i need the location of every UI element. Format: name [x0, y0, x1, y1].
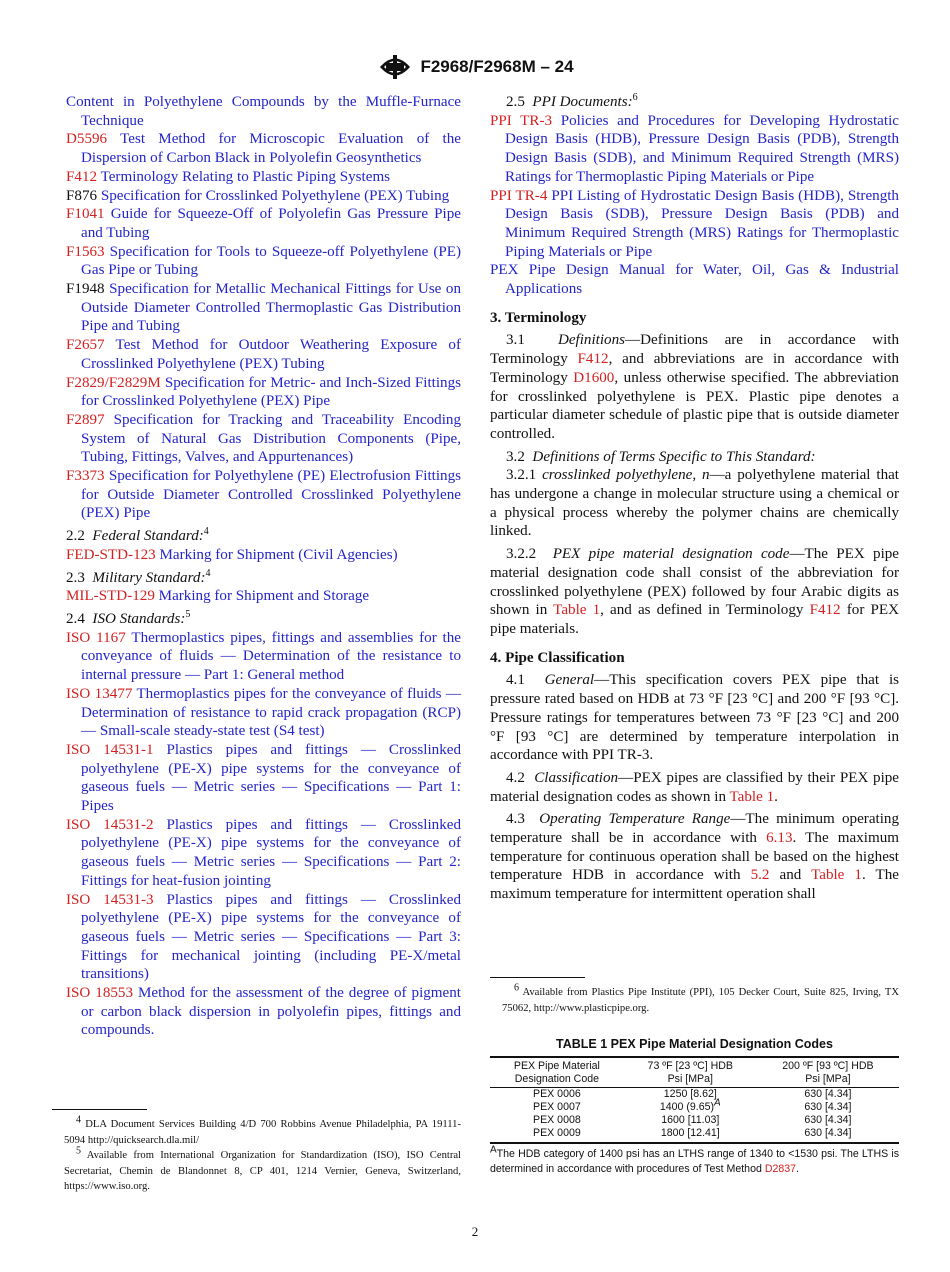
link-d2837[interactable]: D2837 [764, 1163, 797, 1176]
federal-standard-list [66, 546, 461, 565]
reference-code[interactable]: F1041 [66, 206, 105, 223]
reference-code[interactable]: F2829/F2829M [66, 374, 161, 391]
reference-code[interactable]: PPI TR-4 [490, 187, 548, 204]
table-cell: PEX 0006 [533, 1088, 581, 1100]
document-designation: F2968/F2968M – 24 [420, 57, 574, 76]
link-6-13[interactable]: 6.13 [766, 830, 793, 847]
table-cell: PEX 0007 [533, 1101, 581, 1113]
section-4-heading: 4. Pipe Classification [490, 649, 625, 666]
footnotes-right [490, 982, 899, 1016]
reference-code[interactable]: PPI TR-3 [490, 112, 553, 129]
table-row [490, 1088, 899, 1102]
reference-item [66, 741, 461, 816]
footnote-5: $^5$ Available from International Organization for Standardization (ISO), ISO Central Secretariat, Chemin de Blandonnet 8, CP 401, 1214 Vernier, Geneva, Switzerland, https://www.iso.org. [64, 1145, 461, 1193]
reference-title[interactable]: Specification for Tracking and Traceability Encoding System of Natural Gas Distribution Components (Pipe, Tubing, Fittings, Valves, and Appurtenances) [81, 411, 461, 466]
reference-title[interactable]: Thermoplastics pipes for the conveyance of fluids — Determination of resistance to rapid crack propagation (RCP) — Small-scale steady-state test (S4 test) [81, 685, 461, 740]
footnotes-left [52, 1114, 461, 1195]
reference-code[interactable]: F412 [66, 168, 98, 185]
reference-title[interactable]: Plastics pipes and fittings — Crosslinked polyethylene (PE-X) pipe systems for the conveyance of gaseous fuels — Metric series — Specifications — Part 1: Pipes [81, 741, 461, 815]
reference-item [66, 168, 461, 187]
table-cell: 630 [4.34] [757, 1127, 899, 1143]
reference-item [66, 243, 461, 280]
table-row [490, 1127, 899, 1143]
ppi-documents-heading: 2.5 PPI Documents:$^6$ [506, 91, 638, 110]
table-1 [490, 1037, 899, 1178]
reference-code: F1948 [66, 281, 105, 298]
table-cell: 630 [4.34] [804, 1101, 852, 1113]
footnote-4: $^4$ DLA Document Services Building 4/D 700 Robbins Avenue Philadelphia, PA 19111-5094 http://quicksearch.dla.mil/ [64, 1114, 461, 1146]
reference-item [66, 546, 461, 565]
reference-item [66, 467, 461, 523]
designation-codes-table [490, 1056, 899, 1144]
reference-code[interactable]: F3373 [66, 468, 105, 485]
reference-code[interactable]: ISO 14531-3 [66, 891, 154, 908]
reference-item [66, 93, 461, 130]
reference-item [66, 685, 461, 741]
column-header: 73 ºF [23 ºC] HDB Psi [MPa] [624, 1057, 757, 1088]
reference-title[interactable]: Policies and Procedures for Developing Hydrostatic Design Basis (HDB), Pressure Design Basis (PDB), Strength Design Basis (SDB), and Minimum Required Strength (MRS) Ratings for Thermoplastic Piping Materials or Pipe [505, 112, 899, 185]
reference-item [66, 629, 461, 685]
federal-standard-heading: 2.2 Federal Standard:$^4$ [66, 526, 209, 545]
table-footnote: $^A$The HDB category of 1400 psi has an LTHS range of 1340 to <1530 psi. The LTHS is determined in accordance with procedures of Test Method D2837. [490, 1144, 899, 1176]
table-cell: 630 [4.34] [804, 1088, 852, 1100]
reference-item [66, 205, 461, 242]
footnote-rule [52, 1109, 147, 1110]
table-cell-value: 1250 [8.62] [663, 1088, 717, 1100]
referenced-documents-list [66, 93, 461, 523]
reference-item [66, 587, 461, 606]
reference-item [66, 984, 461, 1040]
link-table-1[interactable]: Table 1 [729, 788, 775, 805]
table-cell [624, 1097, 757, 1114]
para-3-2-1: 3.2.1 crosslinked polyethylene, n—a polyethylene material that has undergone a change in molecular structure using a chemical or a physical process whereby the polymer chains are chemically linked. [490, 467, 900, 540]
table-caption: TABLE 1 PEX Pipe Material Designation Codes [556, 1037, 833, 1051]
table-cell-note-mark: A [714, 1097, 721, 1109]
reference-item [490, 112, 899, 187]
reference-item [66, 336, 461, 373]
reference-code[interactable]: ISO 13477 [66, 685, 133, 702]
reference-title[interactable]: Plastics pipes and fittings — Crosslinked polyethylene (PE-X) pipe systems for the conveyance of gaseous fuels — Metric series — Specifications — Part 3: Fittings for mechanical jointing (including PE-X/metal transitions) [81, 891, 461, 983]
reference-title[interactable]: Marking for Shipment and Storage [158, 588, 370, 605]
reference-code[interactable]: ISO 1167 [66, 629, 126, 646]
reference-item [66, 130, 461, 167]
reference-code[interactable]: ISO 14531-1 [66, 741, 154, 758]
reference-title[interactable]: Method for the assessment of the degree of pigment or carbon black dispersion in polyolefin pipes, fittings and compounds. [81, 985, 461, 1039]
reference-item [66, 411, 461, 467]
reference-title[interactable]: Guide for Squeeze-Off of Polyolefin Gas Pressure Pipe and Tubing [81, 206, 461, 241]
right-column [490, 93, 899, 904]
reference-title[interactable]: Thermoplastics pipes, fittings and assemblies for the conveyance of fluids — Determination of the resistance to internal pressure — Part 1: General method [81, 629, 461, 684]
left-column [66, 93, 461, 1040]
para-3-2-2: 3.2.2 PEX pipe material designation code—The PEX pipe material designation code shall consist of the abbreviation for crosslinked polyethylene (PEX) followed by four Arabic digits as shown in Table 1, and as defined in Terminology F412 for PEX pipe materials. [490, 546, 900, 637]
table-cell: PEX 0008 [533, 1114, 581, 1126]
para-3-2: 3.2 Definitions of Terms Specific to This Standard: [506, 448, 816, 465]
reference-code[interactable]: ISO 14531-2 [66, 816, 154, 833]
reference-item [66, 280, 461, 336]
iso-standards-list [66, 629, 461, 1040]
table-cell-value: 1400 (9.65) [659, 1101, 715, 1113]
reference-code[interactable]: FED-STD-123 [66, 546, 156, 563]
reference-title[interactable]: Specification for Polyethylene (PE) Electrofusion Fittings for Outside Diameter Controlled Crosslinked Polyethylene (PEX) Pipe [81, 468, 461, 522]
table-cell-value: 1600 [11.03] [661, 1114, 720, 1126]
column-header: PEX Pipe Material Designation Code [490, 1057, 624, 1088]
link-d1600[interactable]: D1600 [573, 369, 615, 386]
link-table-1[interactable]: Table 1 [553, 602, 601, 619]
military-standard-heading: 2.3 Military Standard:$^4$ [66, 567, 211, 586]
page-number: 2 [471, 1224, 479, 1239]
reference-item [490, 187, 899, 262]
iso-standards-heading: 2.4 ISO Standards:$^5$ [66, 608, 191, 627]
reference-title[interactable]: PEX Pipe Design Manual for Water, Oil, Gas & Industrial Applications [490, 262, 899, 298]
reference-title[interactable]: Test Method for Microscopic Evaluation of the Dispersion of Carbon Black in Polyolefin Geosynthetics [81, 131, 461, 167]
table-row [490, 1101, 899, 1114]
para-3-1: 3.1 Definitions—Definitions are in accordance with Terminology F412, and abbreviations are in accordance with Terminology D1600, unless otherwise specified. The abbreviation for crosslinked polyethylene is PEX. Plastic pipe denotes a particular diameter schedule of plastic pipe that is outside diameter controlled. [490, 332, 900, 442]
para-4-3: 4.3 Operating Temperature Range—The minimum operating temperature shall be in accordance with 6.13. The maximum temperature for continuous operation shall be based on the highest temperature HDB in accordance with 5.2 and Table 1. The maximum temperature for intermittent operation shall [490, 811, 899, 903]
reference-title[interactable]: Specification for Metric- and Inch-Sized Fittings for Crosslinked Polyethylene (PEX) Pipe [81, 374, 461, 410]
link-f412[interactable]: F412 [577, 351, 609, 368]
reference-title[interactable]: Terminology Relating to Plastic Piping Systems [100, 168, 391, 185]
section-3-heading: 3. Terminology [490, 309, 587, 326]
table-cell: 630 [4.34] [804, 1114, 852, 1126]
military-standard-list [66, 587, 461, 606]
page-header [0, 52, 950, 82]
para-4-1: 4.1 General—This specification covers PEX pipe that is pressure rated based on HDB at 73 °F [23 °C] and 200 °F [93 °C]. Pressure ratings for temperatures between 73 °F [23 °C] and 200 °F [93 °C] are determined by temperature interpolation in accordance with PPI TR-3. [490, 672, 900, 764]
link-5-2[interactable]: 5.2 [750, 867, 770, 884]
para-4-2: 4.2 Classification—PEX pipes are classified by their PEX pipe material designation codes as shown in Table 1. [490, 769, 900, 805]
reference-item [66, 816, 461, 891]
reference-item [66, 374, 461, 411]
reference-code[interactable]: D5596 [66, 131, 108, 148]
table-cell: PEX 0009 [490, 1127, 624, 1143]
reference-title[interactable]: Specification for Tools to Squeeze-off Polyethylene (PE) Gas Pipe or Tubing [81, 243, 462, 279]
link-table-1[interactable]: Table 1 [811, 867, 862, 884]
footnote-rule [490, 977, 585, 978]
reference-item [66, 891, 461, 985]
reference-title[interactable]: Content in Polyethylene Compounds by the Muffle-Furnace Technique [66, 94, 461, 129]
reference-title[interactable]: Specification for Crosslinked Polyethylene (PEX) Tubing [100, 187, 450, 204]
astm-logo-icon [376, 52, 414, 82]
table-cell [624, 1088, 757, 1102]
reference-code[interactable]: ISO 18553 [66, 985, 134, 1002]
reference-title[interactable]: PPI Listing of Hydrostatic Design Basis (HDB), Strength Design Basis (SDB), Pressure Design Basis (PDB) and Minimum Required Strength (MRS) Ratings for Thermoplastic Piping Materials or Pipe [505, 187, 899, 260]
table-cell [624, 1114, 757, 1127]
reference-title[interactable]: Marking for Shipment (Civil Agencies) [159, 546, 398, 563]
reference-code[interactable]: F1563 [66, 243, 105, 260]
reference-code[interactable]: F2657 [66, 337, 105, 354]
table-cell [624, 1127, 757, 1143]
footnote-6: $^6$ Available from Plastics Pipe Institute (PPI), 105 Decker Court, Suite 825, Irving, TX 75062, http://www.plasticpipe.org. [502, 982, 899, 1014]
column-header: 200 ºF [93 ºC] HDB Psi [MPa] [757, 1057, 899, 1088]
reference-code: F876 [66, 187, 98, 204]
reference-code[interactable]: F2897 [66, 411, 105, 428]
ppi-documents-list [490, 112, 899, 299]
reference-title[interactable]: Test Method for Outdoor Weathering Exposure of Crosslinked Polyethylene (PEX) Tubing [81, 337, 461, 372]
reference-item [490, 261, 899, 298]
link-f412[interactable]: F412 [809, 602, 841, 619]
reference-title[interactable]: Specification for Metallic Mechanical Fittings for Use on Outside Diameter Controlled Thermoplastic Gas Distribution Pipe and Tubing [81, 281, 462, 335]
table-cell-value: 1800 [12.41] [660, 1127, 720, 1139]
reference-item [66, 187, 461, 206]
table-body [490, 1088, 899, 1144]
reference-code[interactable]: MIL-STD-129 [66, 588, 155, 605]
reference-title[interactable]: Plastics pipes and fittings — Crosslinked polyethylene (PE-X) pipe systems for the conveyance of gaseous fuels — Metric series — Specifications — Part 2: Fittings for heat-fusion jointing [81, 816, 461, 889]
table-row [490, 1114, 899, 1127]
